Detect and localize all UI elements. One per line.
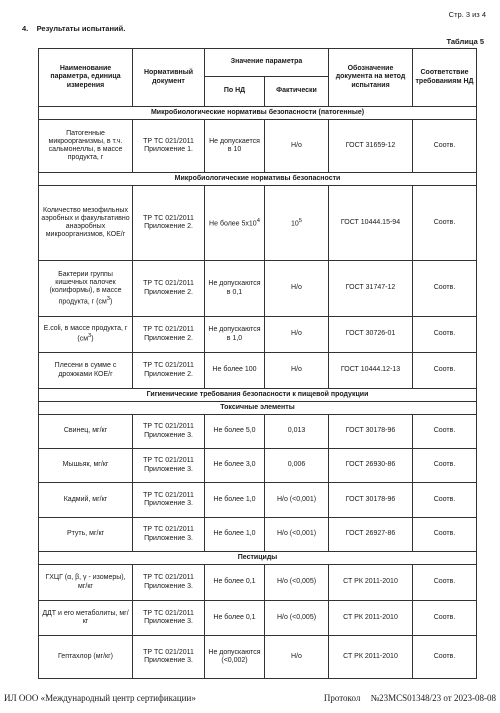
table-row	[39, 415, 477, 449]
method-cell: ГОСТ 30178-96	[329, 415, 413, 449]
actual-cell: 0,013	[265, 415, 329, 449]
normdoc-cell: ТР ТС 021/2011 Приложение 2.	[133, 353, 205, 389]
param-text: Бактерии группы кишечных палочек (колиформы), в массе продукта, г (см	[49, 270, 122, 305]
table-row	[39, 565, 477, 601]
results-table	[38, 48, 477, 679]
actual-cell: 0,006	[265, 449, 329, 483]
method-cell: ГОСТ 26930-86	[329, 449, 413, 483]
footer-org: ИЛ ООО «Международный центр сертификации»	[4, 693, 196, 703]
table-row	[39, 120, 477, 173]
by-nd-cell: Не более 3,0	[205, 449, 265, 483]
compliance-cell: Соотв.	[413, 601, 477, 636]
method-cell: ГОСТ 10444.15-94	[329, 186, 413, 261]
param-cell: Кадмий, мг/кг	[39, 483, 133, 518]
param-exponent: 3	[88, 333, 92, 340]
compliance-cell: Соотв.	[413, 483, 477, 518]
normdoc-cell: ТР ТС 021/2011 Приложение 1.	[133, 120, 205, 173]
param-cell: ГХЦГ (α, β, γ - изомеры), мг/кг	[39, 565, 133, 601]
param-cell	[39, 317, 133, 353]
actual-cell: Н/о (<0,005)	[265, 601, 329, 636]
param-text: E.coli, в массе продукта, г (см	[43, 325, 128, 343]
header-param: Наименование параметра, единица измерения	[39, 49, 133, 107]
by-nd-text: Не более 5x10	[209, 220, 257, 228]
param-cell: Количество мезофильных аэробных и факультативно анаэробных микроорганизмов, КОЕ/г	[39, 186, 133, 261]
param-cell: Свинец, мг/кг	[39, 415, 133, 449]
normdoc-cell: ТР ТС 021/2011 Приложение 3.	[133, 415, 205, 449]
by-nd-cell: Не более 0,1	[205, 565, 265, 601]
actual-cell: Н/о (<0,001)	[265, 518, 329, 552]
header-by-nd: По НД	[205, 77, 265, 107]
actual-cell: Н/о	[265, 261, 329, 317]
param-cell	[39, 261, 133, 317]
param-cell: Гептахлор (мг/кг)	[39, 636, 133, 679]
actual-cell: Н/о (<0,005)	[265, 565, 329, 601]
header-value-group: Значение параметра	[205, 49, 329, 77]
table-row	[39, 601, 477, 636]
actual-cell	[265, 186, 329, 261]
normdoc-cell: ТР ТС 021/2011 Приложение 3.	[133, 636, 205, 679]
by-nd-cell	[205, 186, 265, 261]
compliance-cell: Соотв.	[413, 120, 477, 173]
actual-exponent: 5	[298, 217, 303, 224]
table-row	[39, 317, 477, 353]
protocol-label: Протокол	[323, 693, 361, 703]
actual-cell: Н/о	[265, 120, 329, 173]
by-nd-cell: Не более 100	[205, 353, 265, 389]
by-nd-cell: Не допускаются (<0,002)	[205, 636, 265, 679]
compliance-cell: Соотв.	[413, 636, 477, 679]
header-compliance: Соответствие требованиям НД	[413, 49, 477, 107]
header-actual: Фактически	[265, 77, 329, 107]
actual-cell: Н/о	[265, 636, 329, 679]
method-cell: СТ РК 2011-2010	[329, 601, 413, 636]
by-nd-cell: Не допускаются в 0,1	[205, 261, 265, 317]
normdoc-cell: ТР ТС 021/2011 Приложение 2.	[133, 317, 205, 353]
table-row	[39, 483, 477, 518]
normdoc-cell: ТР ТС 021/2011 Приложение 3.	[133, 601, 205, 636]
actual-cell: Н/о (<0,001)	[265, 483, 329, 518]
actual-text: 10	[290, 220, 299, 228]
footer-protocol	[316, 693, 496, 703]
compliance-cell: Соотв.	[413, 317, 477, 353]
section-title: 4. Результаты испытаний.	[22, 24, 126, 33]
section-row: Пестициды	[39, 552, 477, 565]
method-cell: ГОСТ 31747-12	[329, 261, 413, 317]
section-row: Гигиенические требования безопасности к пищевой продукции	[39, 389, 477, 402]
method-cell: ГОСТ 31659-12	[329, 120, 413, 173]
param-cell: ДДТ и его метаболиты, мг/кг	[39, 601, 133, 636]
table-row	[39, 353, 477, 389]
section-row: Токсичные элементы	[39, 402, 477, 415]
section-row: Микробиологические нормативы безопасности (патогенные)	[39, 107, 477, 120]
protocol-number: №23MCS01348/23 от 2023-08-08	[370, 693, 496, 703]
actual-cell: Н/о	[265, 317, 329, 353]
method-cell: ГОСТ 30726-01	[329, 317, 413, 353]
compliance-cell: Соотв.	[413, 261, 477, 317]
table-row	[39, 261, 477, 317]
normdoc-cell: ТР ТС 021/2011 Приложение 3.	[133, 449, 205, 483]
normdoc-cell: ТР ТС 021/2011 Приложение 3.	[133, 565, 205, 601]
header-method: Обозначение документа на метод испытания	[329, 49, 413, 107]
param-exponent: 3	[106, 295, 111, 302]
table-row	[39, 636, 477, 679]
footer	[4, 693, 496, 703]
param-cell: Мышьяк, мг/кг	[39, 449, 133, 483]
table-caption: Таблица 5	[446, 37, 484, 46]
normdoc-cell: ТР ТС 021/2011 Приложение 3.	[133, 483, 205, 518]
method-cell: ГОСТ 30178-96	[329, 483, 413, 518]
by-nd-cell: Не более 5,0	[205, 415, 265, 449]
normdoc-cell: ТР ТС 021/2011 Приложение 2.	[133, 261, 205, 317]
method-cell: СТ РК 2011-2010	[329, 565, 413, 601]
section-row: Микробиологические нормативы безопасности	[39, 173, 477, 186]
param-cell: Патогенные микроорганизмы, в т.ч. сальмонеллы, в массе продукта, г	[39, 120, 133, 173]
normdoc-cell: ТР ТС 021/2011 Приложение 2.	[133, 186, 205, 261]
method-cell: ГОСТ 10444.12-13	[329, 353, 413, 389]
compliance-cell: Соотв.	[413, 449, 477, 483]
compliance-cell: Соотв.	[413, 518, 477, 552]
compliance-cell: Соотв.	[413, 353, 477, 389]
table-row	[39, 449, 477, 483]
normdoc-cell: ТР ТС 021/2011 Приложение 3.	[133, 518, 205, 552]
compliance-cell: Соотв.	[413, 415, 477, 449]
by-nd-cell: Не допускается в 10	[205, 120, 265, 173]
method-cell: СТ РК 2011-2010	[329, 636, 413, 679]
param-cell: Плесени в сумме с дрожжами КОЕ/г	[39, 353, 133, 389]
param-cell: Ртуть, мг/кг	[39, 518, 133, 552]
by-nd-cell: Не более 1,0	[205, 518, 265, 552]
method-cell: ГОСТ 26927-86	[329, 518, 413, 552]
page-number: Стр. 3 из 4	[448, 10, 486, 19]
by-nd-exponent: 4	[256, 217, 260, 224]
by-nd-cell: Не более 1,0	[205, 483, 265, 518]
by-nd-cell: Не допускаются в 1,0	[205, 317, 265, 353]
compliance-cell: Соотв.	[413, 565, 477, 601]
header-normdoc: Нормативный документ	[133, 49, 205, 107]
table-row	[39, 518, 477, 552]
param-tail: )	[91, 335, 94, 343]
table-row	[39, 186, 477, 261]
compliance-cell: Соотв.	[413, 186, 477, 261]
actual-cell: Н/о	[265, 353, 329, 389]
param-tail: )	[110, 297, 113, 305]
by-nd-cell: Не более 0,1	[205, 601, 265, 636]
